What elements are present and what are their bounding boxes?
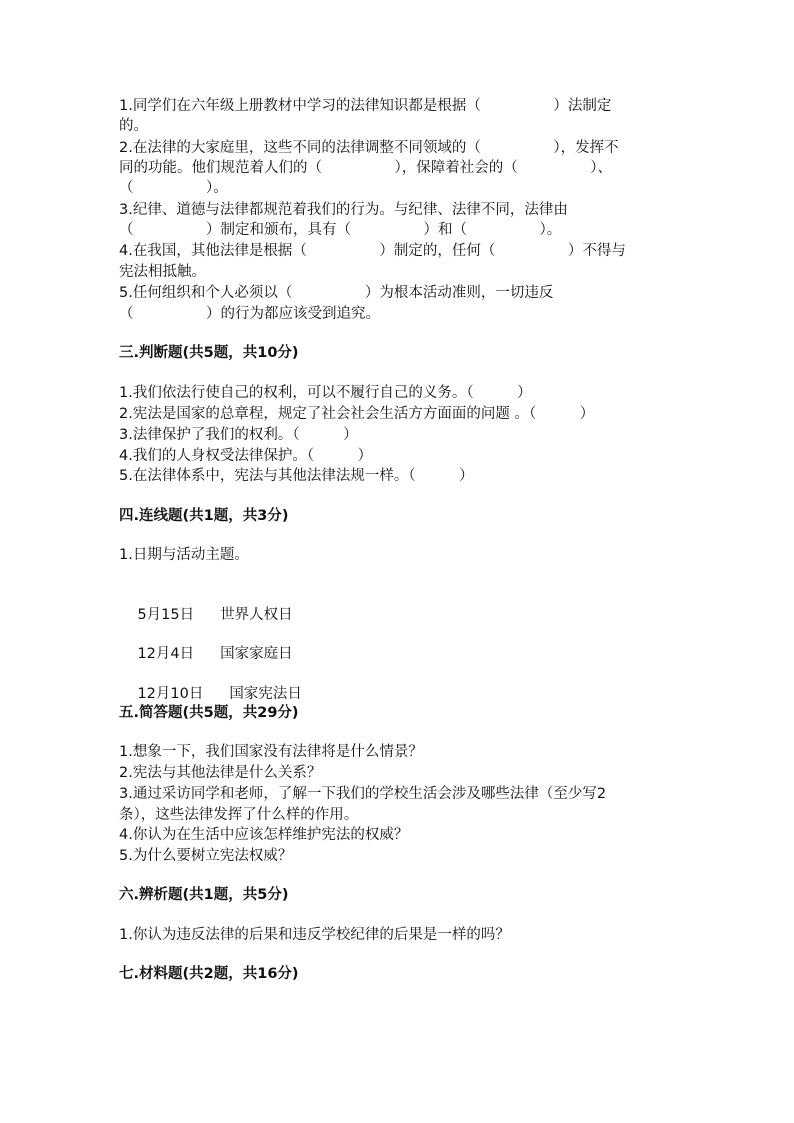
short-answer-line: 条），这些法律发挥了什么样的作用。 <box>119 807 359 823</box>
fill-in-line: （ ）。 <box>119 180 228 196</box>
judgment-item: 3.法律保护了我们的权利。（ ） <box>119 427 358 443</box>
short-answer-line: 3.通过采访同学和老师，了解一下我们的学校生活会涉及哪些法律（至少写2 <box>119 786 607 802</box>
analysis-question: 1.你认为违反法律的后果和违反学校纪律的后果是一样的吗？ <box>119 927 510 943</box>
fill-in-line: （ ）的行为都应该受到追究。 <box>119 306 380 322</box>
fill-in-line: 2.在法律的大家庭里，这些不同的法律调整不同领域的（ ），发挥不 <box>119 140 619 156</box>
fill-in-line: 5.任何组织和个人必须以（ ）为根本活动准则，一切违反 <box>119 285 554 301</box>
short-answer-line: 1.想象一下，我们国家没有法律将是什么情景？ <box>119 744 423 760</box>
fill-in-line: 3.纪律、道德与法律都规范着我们的行为。与纪律、法律不同，法律由 <box>119 202 568 218</box>
section-title-material: 七.材料题(共2题，共16分) <box>119 966 299 982</box>
fill-in-line: （ ）制定和颁布，具有（ ）和（ ）。 <box>119 222 562 238</box>
section-title-judgment: 三.判断题(共5题，共10分) <box>119 345 299 361</box>
matching-topic: 国家家庭日 <box>220 646 293 662</box>
judgment-item: 4.我们的人身权受法律保护。（ ） <box>119 448 373 464</box>
short-answer-line: 4.你认为在生活中应该怎样维护宪法的权威？ <box>119 827 409 843</box>
fill-in-line: 同的功能。他们规范着人们的（ ），保障着社会的（ ）、 <box>119 160 612 176</box>
section-title-matching: 四.连线题(共1题，共3分) <box>119 508 289 524</box>
section-title-analysis: 六.辨析题(共1题，共5分) <box>119 887 289 903</box>
judgment-item: 1.我们依法行使自己的权利，可以不履行自己的义务。（ ） <box>119 385 532 401</box>
judgment-item: 5.在法律体系中，宪法与其他法律法规一样。（ ） <box>119 468 474 484</box>
matching-topic: 国家宪法日 <box>229 686 302 702</box>
short-answer-line: 5.为什么要树立宪法权威？ <box>119 848 293 864</box>
matching-date: 12月10日 <box>137 686 204 702</box>
matching-topic: 世界人权日 <box>220 607 293 623</box>
fill-in-line: 4.在我国，其他法律是根据（ ）制定的，任何（ ）不得与 <box>119 243 626 259</box>
fill-in-line: 1.同学们在六年级上册教材中学习的法律知识都是根据（ ）法制定 <box>119 98 612 114</box>
fill-in-line: 宪法相抵触。 <box>119 264 206 280</box>
matching-question: 1.日期与活动主题。 <box>119 547 249 563</box>
judgment-item: 2.宪法是国家的总章程，规定了社会社会生活方方面面的问题 。（ ） <box>119 406 595 422</box>
short-answer-line: 2.宪法与其他法律是什么关系？ <box>119 765 322 781</box>
section-title-short-answer: 五.简答题(共5题，共29分) <box>119 705 299 721</box>
matching-date: 12月4日 <box>137 646 195 662</box>
fill-in-line: 的。 <box>119 118 148 134</box>
matching-date: 5月15日 <box>137 607 195 623</box>
